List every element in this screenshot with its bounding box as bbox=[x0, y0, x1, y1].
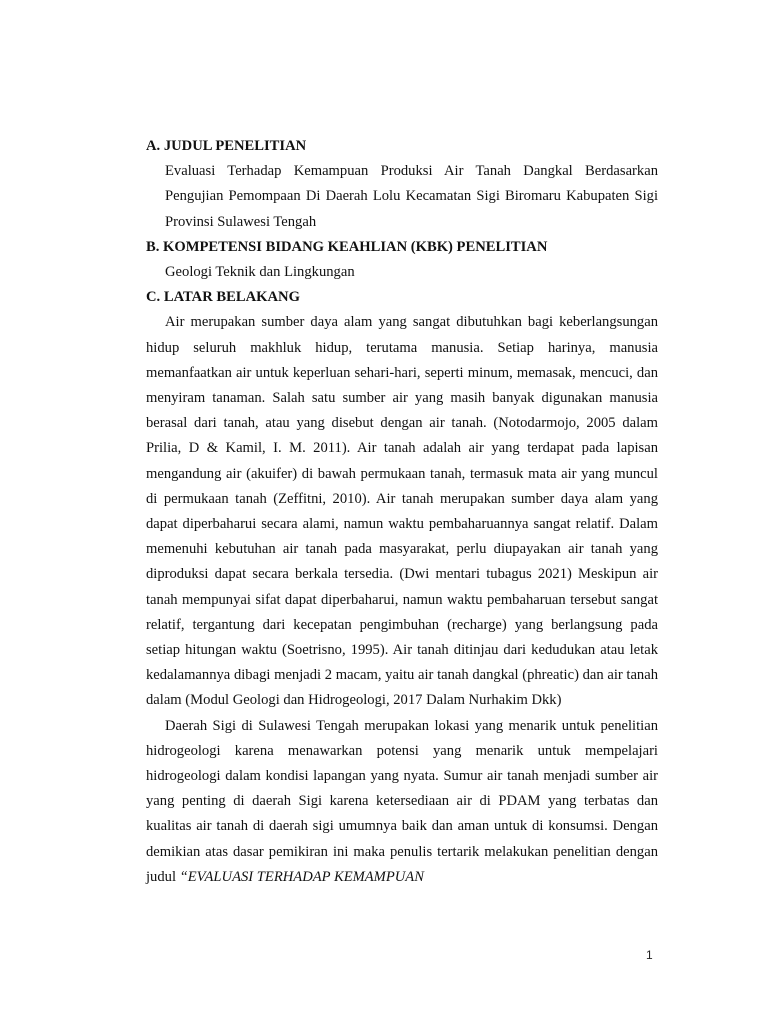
page-number: 1 bbox=[646, 948, 653, 962]
document-body bbox=[146, 134, 658, 890]
section-c-heading: C. LATAR BELAKANG bbox=[146, 289, 300, 306]
section-a-heading: A. JUDUL PENELITIAN bbox=[146, 138, 307, 154]
section-a-title-text: Evaluasi Terhadap Kemampuan Produksi Air Tanah Dangkal Berdasarkan Pengujian Pemompaan Di Daerah Lolu Kecamatan Sigi Biromaru Kabupaten Sigi Provinsi Sulawesi Tengah bbox=[165, 163, 658, 230]
background-paragraph-2-text: Daerah Sigi di Sulawesi Tengah merupakan lokasi yang menarik untuk penelitian hidrogeologi karena menawarkan potensi yang menarik untuk mempelajari hidrogeologi dalam kondisi lapangan yang nyata. Sumur air tanah menjadi sumber air yang penting di daerah Sigi karena ketersediaan air di PDAM yang terbatas dan kualitas air tanah di daerah sigi umumnya baik dan aman untuk di konsumsi. Dengan demikian atas dasar pemikiran ini maka penulis tertarik melakukan penelitian dengan judul bbox=[146, 717, 658, 885]
section-b-heading: B. KOMPETENSI BIDANG KEAHLIAN (KBK) PENELITIAN bbox=[146, 238, 548, 255]
research-title-italic: “EVALUASI TERHADAP KEMAMPUAN bbox=[179, 868, 424, 885]
background-paragraph-2 bbox=[146, 714, 658, 890]
background-paragraph-1: Air merupakan sumber daya alam yang sangat dibutuhkan bagi keberlangsungan hidup seluruh makhluk hidup, terutama manusia. Setiap harinya, manusia memanfaatkan air untuk keperluan sehari-hari, seperti minum, memasak, mencuci, dan menyiram tanaman. Salah satu sumber air yang masih banyak digunakan manusia berasal dari tanah, atau yang disebut dengan air tanah. (Notodarmojo, 2005 dalam Prilia, D & Kamil, I. M. 2011). Air tanah adalah air yang terdapat pada lapisan mengandung air (akuifer) di bawah permukaan tanah, termasuk mata air yang muncul di permukaan tanah (Zeffitni, 2010). Air tanah merupakan sumber daya alam yang dapat diperbaharui secara alami, namun waktu pembaharuannya sangat relatif. Dalam memenuhi kebutuhan air tanah pada masyarakat, perlu diupayakan air tanah yang diproduksi dapat secara berkala tersedia. (Dwi mentari tubagus 2021) Meskipun air tanah mempunyai sifat dapat diperbaharui, namun waktu pembaharuan tersebut sangat relatif, tergantung dari kecepatan pengimbuhan (recharge) yang berlangsung pada setiap hitungan waktu (Soetrisno, 1995). Air tanah ditinjau dari kedudukan atau letak kedalamannya dibagi menjadi 2 macam, yaitu air tanah dangkal (phreatic) dan air tanah dalam (Modul Geologi dan Hidrogeologi, 2017 Dalam Nurhakim Dkk) bbox=[146, 314, 658, 709]
section-b-text: Geologi Teknik dan Lingkungan bbox=[165, 264, 355, 281]
